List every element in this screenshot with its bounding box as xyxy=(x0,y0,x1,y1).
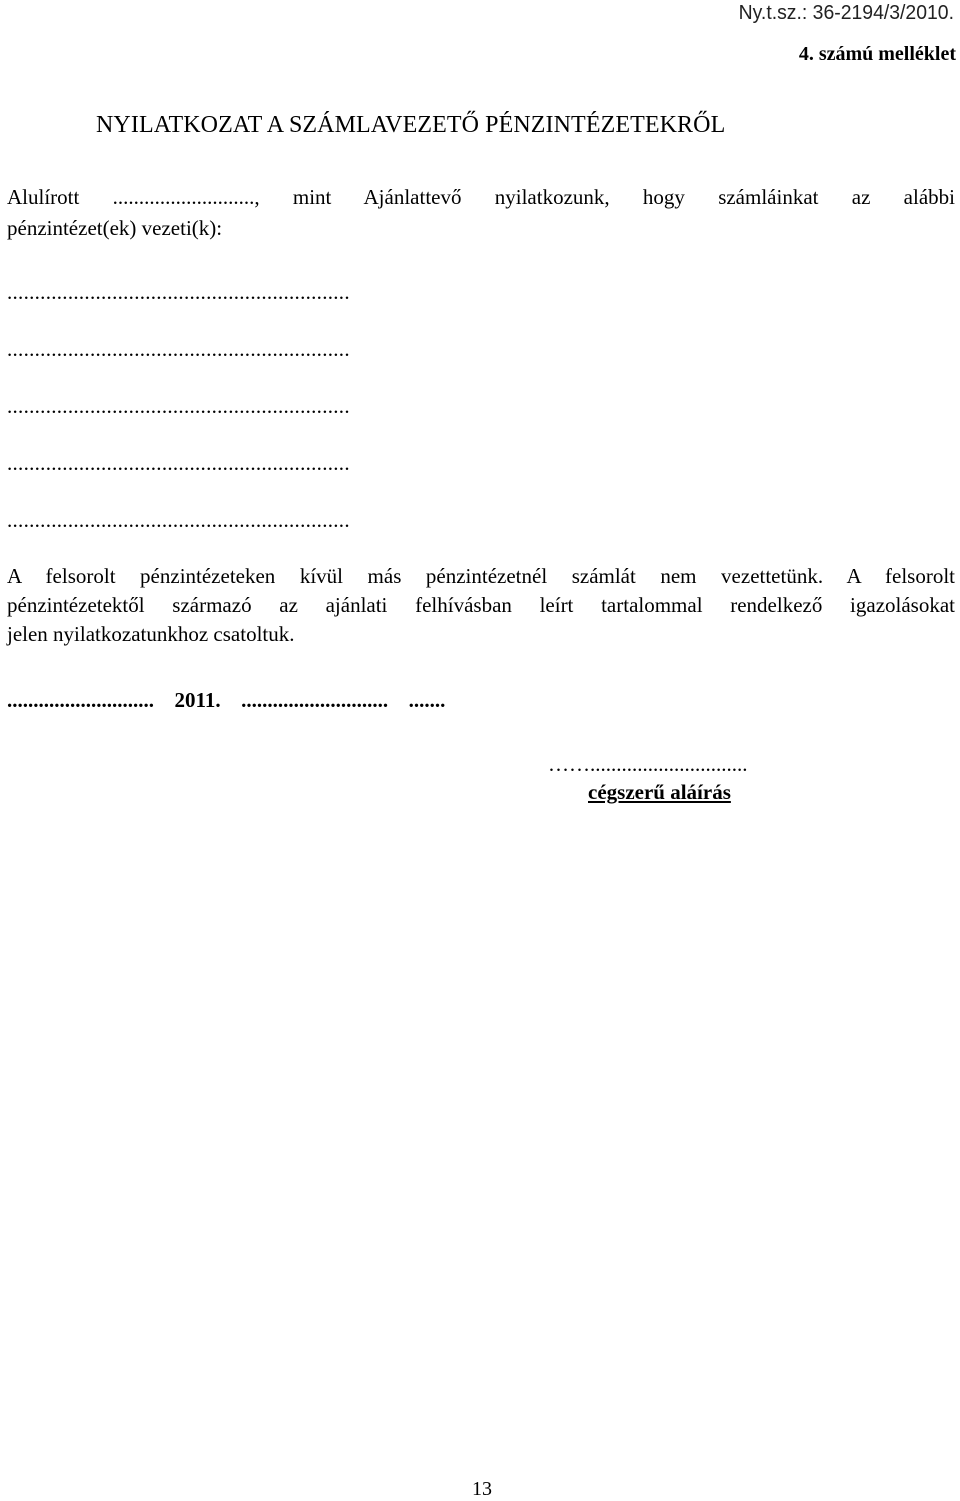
signature-line: …….............................. xyxy=(548,752,748,776)
signature-label: cégszerű aláírás xyxy=(588,780,731,804)
blank-line-5: .............................................................. xyxy=(7,508,350,532)
statement-line-2: pénzintézetektől származó az ajánlati felhívásban leírt tartalommal rendelkező igazolásokat xyxy=(7,593,955,617)
statement-line-1: A felsorolt pénzintézeteken kívül más pénzintézetnél számlát nem vezettetünk. A felsorolt xyxy=(7,564,955,588)
date-line xyxy=(7,688,445,713)
document-title: NYILATKOZAT A SZÁMLAVEZETŐ PÉNZINTÉZETEKRŐL xyxy=(96,112,726,138)
statement-line-3: jelen nyilatkozatunkhoz csatoltuk. xyxy=(7,622,295,646)
blank-line-3: .............................................................. xyxy=(7,394,350,418)
blank-line-1: .............................................................. xyxy=(7,280,350,304)
blank-line-4: .............................................................. xyxy=(7,451,350,475)
intro-line-2: pénzintézet(ek) vezeti(k): xyxy=(7,216,223,240)
date-month: ............................ xyxy=(241,688,389,712)
intro-paragraph xyxy=(7,182,955,244)
date-place: ............................ xyxy=(7,688,154,712)
blank-line-2: .............................................................. xyxy=(7,337,350,361)
statement-paragraph xyxy=(7,562,955,649)
date-year: 2011. xyxy=(174,688,221,712)
intro-line-1: Alulírott ..........................., mint Ajánlattevő nyilatkozunk, hogy számláinkat az alábbi xyxy=(7,185,955,209)
reference-number: Ny.t.sz.: 36-2194/3/2010. xyxy=(738,2,954,24)
date-day: ....... xyxy=(408,688,446,712)
annex-label: 4. számú melléklet xyxy=(798,43,956,65)
page-number: 13 xyxy=(472,1478,492,1500)
